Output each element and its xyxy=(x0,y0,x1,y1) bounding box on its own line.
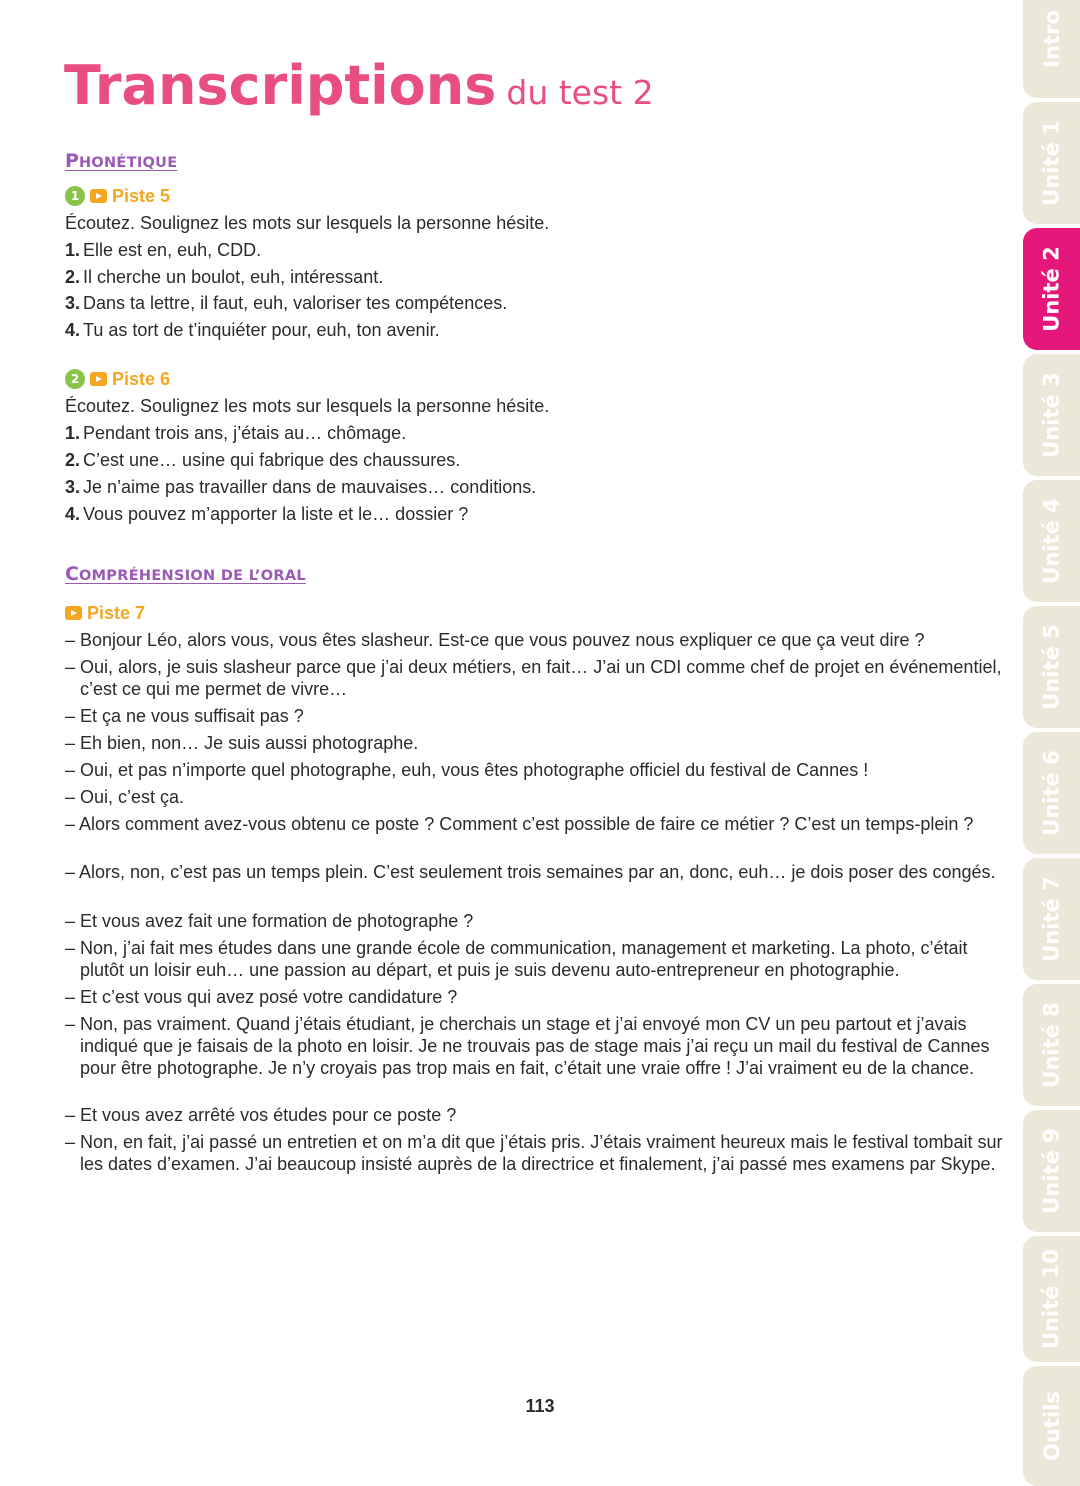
tab-outils[interactable] xyxy=(1023,1366,1080,1486)
item-number: 2. xyxy=(65,450,81,470)
item-number: 4. xyxy=(65,320,81,340)
track-label: Piste 6 xyxy=(112,368,171,389)
exercise-number-badge: 1 xyxy=(65,186,85,206)
heading-rest: OMPRÉHENSION DE L’ORAL xyxy=(78,568,306,584)
tab-label: Unité 6 xyxy=(1039,750,1064,836)
list-item xyxy=(65,476,536,498)
dialogue-line: – Alors, non, c’est pas un temps plein. C’est seulement trois semaines par an, donc, euh… je dois poser des congés. xyxy=(65,862,996,882)
list-item xyxy=(65,503,468,525)
tab-unite-2[interactable] xyxy=(1023,228,1080,350)
dialogue-line: – Oui, et pas n’importe quel photographe, euh, vous êtes photographe officiel du festival de Cannes ! xyxy=(65,760,869,780)
exercise-3-header xyxy=(65,601,145,625)
dialogue-line: – Et c’est vous qui avez posé votre candidature ? xyxy=(65,987,458,1007)
page-number: 113 xyxy=(525,1396,555,1416)
dialogue-line: – Oui, alors, je suis slasheur parce que j’ai deux métiers, en fait… J’ai un CDI comme chef de projet en événementiel, c’est ce qui me permet de vivre… xyxy=(65,657,1002,699)
exercise-2-header xyxy=(65,367,170,391)
item-text: C’est une… usine qui fabrique des chaussures. xyxy=(83,450,461,470)
tab-unite-6[interactable] xyxy=(1023,732,1080,854)
dialogue-line: – Et ça ne vous suffisait pas ? xyxy=(65,706,304,726)
item-number: 3. xyxy=(65,477,81,497)
play-icon[interactable] xyxy=(90,189,107,203)
list-item xyxy=(65,266,383,288)
list-item xyxy=(65,239,261,261)
tab-unite-4[interactable] xyxy=(1023,480,1080,602)
dialogue-line: – Non, en fait, j’ai passé un entretien et on m’a dit que j’étais pris. J’étais vraiment heureux mais le festival tombait sur les dates d’examen. J’ai beaucoup insisté auprès de la directrice et finalement, j’ai passé mes examens par Skype. xyxy=(65,1132,1003,1174)
dialogue-line: – Alors comment avez-vous obtenu ce poste ? Comment c’est possible de faire ce métier ? C’est un temps-plein ? xyxy=(65,814,974,834)
tab-unite-3[interactable] xyxy=(1023,354,1080,476)
tab-unite-7[interactable] xyxy=(1023,858,1080,980)
track-label: Piste 5 xyxy=(112,185,171,206)
item-text: Vous pouvez m’apporter la liste et le… dossier ? xyxy=(83,504,469,524)
page-title xyxy=(64,54,654,117)
item-number: 2. xyxy=(65,267,81,287)
list-item xyxy=(65,292,507,314)
section-comprehension-heading xyxy=(65,563,306,585)
tab-label: Unité 1 xyxy=(1039,120,1064,206)
heading-rest: HONÉTIQUE xyxy=(78,155,178,171)
item-number: 3. xyxy=(65,293,81,313)
play-icon[interactable] xyxy=(65,606,82,620)
exercise-1-instruction: Écoutez. Soulignez les mots sur lesquels la personne hésite. xyxy=(65,213,550,233)
heading-initial: C xyxy=(65,563,79,585)
tab-label: Outils xyxy=(1039,1391,1064,1461)
item-number: 1. xyxy=(65,240,81,260)
dialogue-line: – Eh bien, non… Je suis aussi photographe. xyxy=(65,733,419,753)
tab-label: Unité 7 xyxy=(1039,876,1064,962)
track-label: Piste 7 xyxy=(87,602,146,623)
section-phonetique-heading xyxy=(65,150,177,172)
heading-initial: P xyxy=(65,150,79,172)
list-item xyxy=(65,422,406,444)
tab-label: Intro xyxy=(1039,10,1064,68)
exercise-2-instruction: Écoutez. Soulignez les mots sur lesquels la personne hésite. xyxy=(65,396,550,416)
tab-unite-5[interactable] xyxy=(1023,606,1080,728)
item-text: Il cherche un boulot, euh, intéressant. xyxy=(83,267,384,287)
title-main: Transcriptions xyxy=(64,54,497,117)
tab-label: Unité 8 xyxy=(1039,1002,1064,1088)
dialogue-line: – Et vous avez arrêté vos études pour ce poste ? xyxy=(65,1105,457,1125)
tab-label: Unité 9 xyxy=(1039,1128,1064,1214)
exercise-number-badge: 2 xyxy=(65,369,85,389)
unit-tabs xyxy=(1023,0,1080,1465)
tab-unite-1[interactable] xyxy=(1023,102,1080,224)
item-text: Je n’aime pas travailler dans de mauvaises… conditions. xyxy=(83,477,537,497)
dialogue-line: – Non, pas vraiment. Quand j’étais étudiant, je cherchais un stage et j’ai envoyé mon CV un peu partout et j’avais indiqué que je faisais de la photo en loisir. Je ne trouvais pas de stage mais j’ai reçu un mail du festival de Cannes pour être photographe. Je n’y croyais pas trop mais en fait, c’était une vraie offre ! J’ai vraiment eu de la chance. xyxy=(65,1014,990,1078)
item-text: Dans ta lettre, il faut, euh, valoriser tes compétences. xyxy=(83,293,508,313)
item-number: 4. xyxy=(65,504,81,524)
list-item xyxy=(65,319,440,341)
dialogue-line: – Et vous avez fait une formation de photographe ? xyxy=(65,911,474,931)
play-icon[interactable] xyxy=(90,372,107,386)
tab-label: Unité 4 xyxy=(1039,498,1064,584)
dialogue-line: – Bonjour Léo, alors vous, vous êtes slasheur. Est-ce que vous pouvez nous expliquer ce que ça veut dire ? xyxy=(65,630,925,650)
tab-label: Unité 10 xyxy=(1039,1248,1064,1350)
tab-label: Unité 2 xyxy=(1039,246,1064,332)
tab-unite-8[interactable] xyxy=(1023,984,1080,1106)
dialogue-line: – Non, j’ai fait mes études dans une grande école de communication, management et marketing. La photo, c’était plutôt un loisir euh… une passion au départ, et puis je suis devenu auto-entrepreneur en photographie. xyxy=(65,938,968,980)
tab-intro[interactable] xyxy=(1023,0,1080,98)
dialogue-line: – Oui, c’est ça. xyxy=(65,787,185,807)
item-text: Elle est en, euh, CDD. xyxy=(83,240,262,260)
tab-label: Unité 5 xyxy=(1039,624,1064,710)
list-item xyxy=(65,449,460,471)
item-number: 1. xyxy=(65,423,81,443)
title-sub: du test 2 xyxy=(506,73,654,112)
item-text: Pendant trois ans, j’étais au… chômage. xyxy=(83,423,407,443)
exercise-1-header xyxy=(65,184,170,208)
item-text: Tu as tort de t’inquiéter pour, euh, ton avenir. xyxy=(83,320,440,340)
tab-unite-10[interactable] xyxy=(1023,1236,1080,1362)
tab-label: Unité 3 xyxy=(1039,372,1064,458)
tab-unite-9[interactable] xyxy=(1023,1110,1080,1232)
